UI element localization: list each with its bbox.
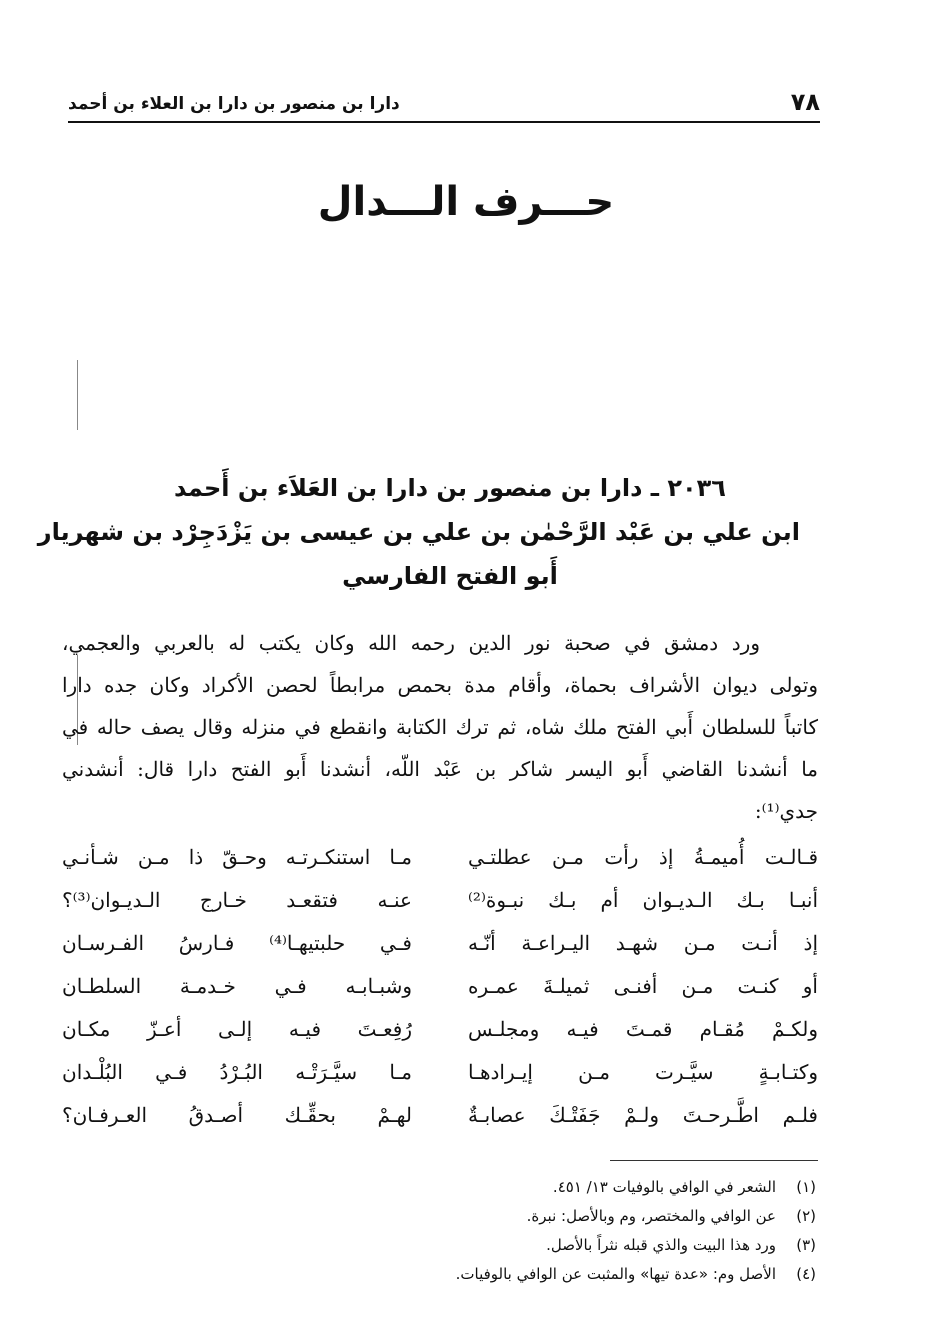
verse-first-hemistich: إذ أنـت مـن شهـد اليـراعـة أنّـه	[468, 931, 818, 955]
entry-paragraph	[62, 622, 818, 832]
verse-second-hemistich: وشبـابـه فـي خـدمـة السلطـان	[62, 974, 412, 998]
verse-first-hemistich: أنبـا بـك الـديـوان أم بـك نبـوة⁽²⁾	[468, 888, 818, 912]
paragraph-line: كاتباً للسلطان أَبي الفتح ملك شاه، ثم ترك الكتابة وانقطع في منزله وقال يصف حاله في	[62, 715, 818, 739]
footnote-number: (٢)	[796, 1207, 816, 1225]
poem-verse	[62, 1094, 818, 1137]
poem-verse	[62, 879, 818, 922]
poem-verse	[62, 836, 818, 879]
page-number: ٧٨	[790, 88, 820, 116]
chapter-title: حـــرف الـــدال	[317, 179, 615, 225]
entry-heading-line: ٢٠٣٦ ـ دارا بن منصور بن دارا بن العَلاَء بن أَحمد	[174, 474, 726, 502]
footnote-text: الأصل وم: «عدة تيها» والمثبت عن الوافي بالوفيات.	[455, 1265, 776, 1283]
verse-second-hemistich: عنـه فتقعـد خـارج الـديـوان⁽³⁾؟	[62, 888, 412, 912]
footnote	[200, 1173, 816, 1202]
verse-second-hemistich: مـا سيَّـرَتْـه البُـرْدُ فـي البُلْـدان	[62, 1060, 412, 1084]
verse-first-hemistich: وكتـابـةٍ سيَّـرت مـن إيـرادهـا	[468, 1060, 818, 1084]
running-title: دارا بن منصور بن دارا بن العلاء بن أحمد	[68, 94, 400, 114]
poem	[62, 836, 818, 1137]
poem-verse	[62, 1008, 818, 1051]
poem-verse	[62, 922, 818, 965]
footnote	[200, 1260, 816, 1289]
entry-heading-line: ابن علي بن عَبْد الرَّحْمٰن بن علي بن عيسى بن يَزْدَجِرْد بن شهريار	[37, 518, 800, 546]
entry-heading	[37, 466, 800, 598]
footnote-rule	[610, 1160, 818, 1161]
paragraph-line: ورد دمشق في صحبة نور الدين رحمه الله وكان يكتب له بالعربي والعجمي،	[62, 631, 760, 655]
verse-second-hemistich: فـي حلبتيهـا⁽⁴⁾ فـارسُ الفـرسـان	[62, 931, 412, 955]
footnote	[200, 1231, 816, 1260]
paragraph-line: جدي⁽¹⁾:	[754, 799, 818, 823]
poem-verse	[62, 965, 818, 1008]
footnote	[200, 1202, 816, 1231]
verse-first-hemistich: ولكـمْ مُقـام قمـتَ فيـه ومجلـس	[468, 1017, 818, 1041]
footnote-text: ورد هذا البيت والذي قبله نثراً بالأصل.	[546, 1236, 776, 1254]
paragraph-line: ما أنشدنا القاضي أَبو اليسر شاكر بن عَبْد اللّه، أنشدنا أَبو الفتح دارا قال: أنشدني	[62, 757, 818, 781]
running-header	[68, 86, 820, 116]
footnote-number: (١)	[796, 1178, 816, 1196]
verse-first-hemistich: قـالـت أُميمـةُ إذ رأت مـن عطلتـي	[468, 845, 818, 869]
paragraph-line: وتولى ديوان الأشراف بحماة، وأقام مدة بحمص مرابطاً لحصن الأكراد وكان جده دارا	[62, 673, 818, 697]
verse-second-hemistich: مـا استنكـرتـه وحـقّ ذا مـن شـأنـي	[62, 845, 412, 869]
footnote-number: (٣)	[796, 1236, 816, 1254]
footnote-number: (٤)	[796, 1265, 816, 1283]
poem-verse	[62, 1051, 818, 1094]
verse-first-hemistich: أو كنـت مـن أفنـى ثميلـةَ عمـره	[468, 974, 818, 998]
margin-mark	[77, 360, 78, 430]
verse-second-hemistich: لهـمْ بحقِّـك أصـدقُ العـرفـان؟	[62, 1103, 412, 1127]
verse-first-hemistich: فلـم اطَّـرحـتَ ولـمْ جَفَتْـكَ عصابـةٌ	[468, 1103, 818, 1127]
header-rule	[68, 121, 820, 123]
footnotes	[200, 1173, 816, 1289]
footnote-text: الشعر في الوافي بالوفيات ١٣/ ٤٥١.	[552, 1178, 776, 1196]
footnote-text: عن الوافي والمختصر، وم وبالأصل: نبرة.	[526, 1207, 776, 1225]
entry-heading-line: أَبو الفتح الفارسي	[342, 562, 558, 590]
verse-second-hemistich: رُفِعـتَ فيـه إلـى أعـزّ مكـان	[62, 1017, 412, 1041]
